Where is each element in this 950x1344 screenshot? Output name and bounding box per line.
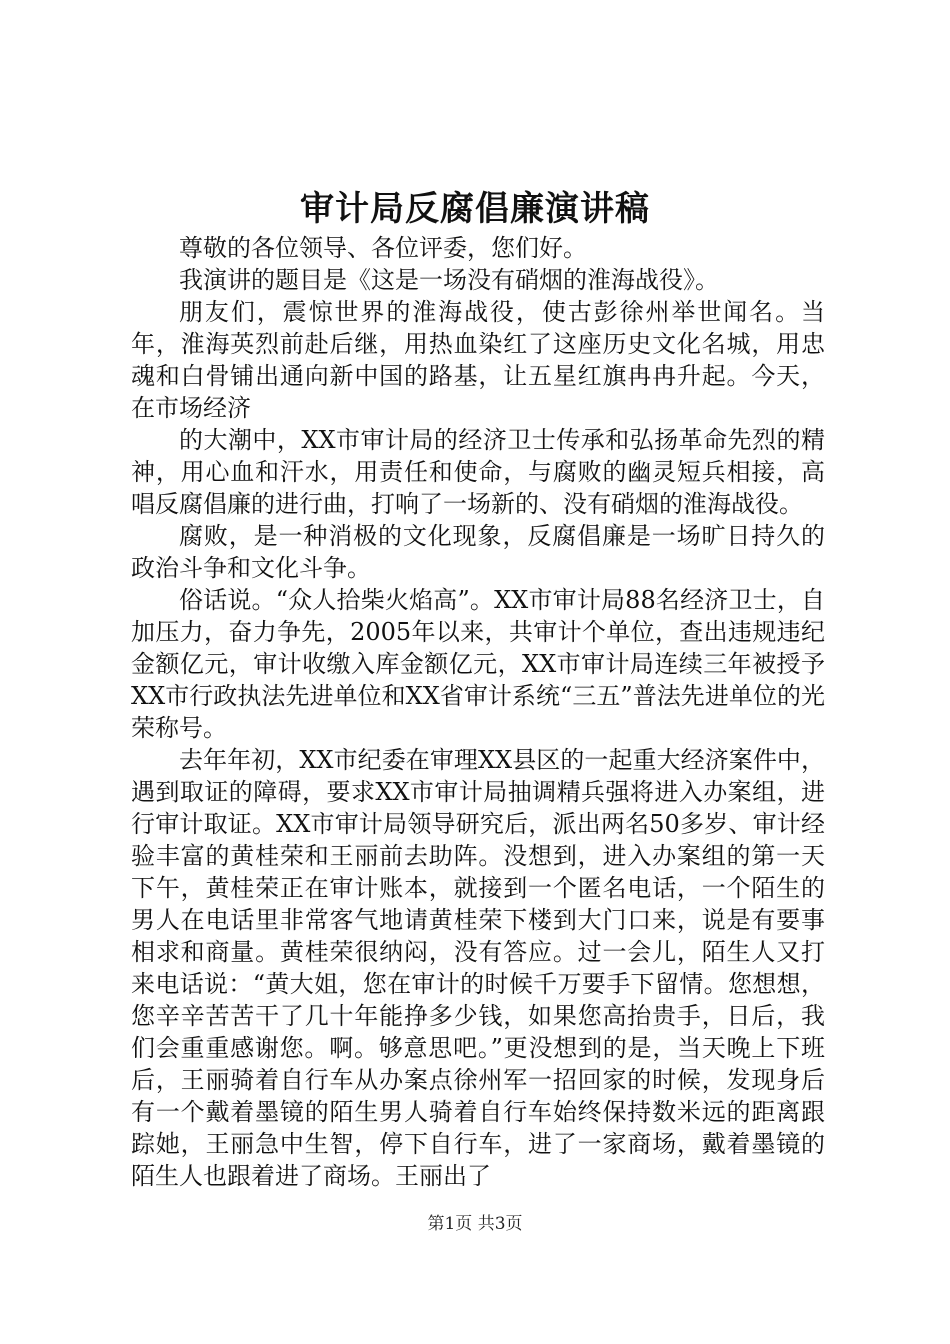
paragraph-intro: 朋友们，震惊世界的淮海战役，使古彭徐州举世闻名。当年，淮海英烈前赴后继，用热血染红了这座历史文化名城，用忠魂和白骨铺出通向新中国的路基，让五星红旗冉冉升起。今天，在市场经济: [131, 298, 825, 422]
page-footer: 第1页 共3页: [427, 1214, 523, 1234]
document-body: [131, 232, 825, 1192]
paragraph-corruption: 腐败，是一种消极的文化现象，反腐倡廉是一场旷日持久的政治斗争和文化斗争。: [131, 522, 825, 582]
paragraph-achievements: 俗话说。“众人拾柴火焰高”。XX市审计局88名经济卫士，自加压力，奋力争先，2005年以来，共审计个单位，查出违规违纪金额亿元，审计收缴入库金额亿元，XX市审计局连续三年被授予XX市行政执法先进单位和XX省审计系统“三五”普法先进单位的光荣称号。: [131, 586, 825, 742]
paragraph-story: 去年年初，XX市纪委在审理XX县区的一起重大经济案件中，遇到取证的障碍，要求XX市审计局抽调精兵强将进入办案组，进行审计取证。XX市审计局领导研究后，派出两名50多岁、审计经验丰富的黄桂荣和王丽前去助阵。没想到，进入办案组的第一天下午，黄桂荣正在审计账本，就接到一个匿名电话，一个陌生的男人在电话里非常客气地请黄桂荣下楼到大门口来，说是有要事相求和商量。黄桂荣很纳闷，没有答应。过一会儿，陌生人又打来电话说：“黄大姐，您在审计的时候千万要手下留情。您想想，您辛辛苦苦干了几十年能挣多少钱，如果您高抬贵手，日后，我们会重重感谢您。啊。够意思吧。”更没想到的是，当天晚上下班后，王丽骑着自行车从办案点徐州军一招回家的时候，发现身后有一个戴着墨镜的陌生男人骑着自行车始终保持数米远的距离跟踪她，王丽急中生智，停下自行车，进了一家商场，戴着墨镜的陌生人也跟着进了商场。王丽出了: [131, 746, 825, 1190]
paragraph-greeting: 尊敬的各位领导、各位评委，您们好。: [179, 234, 587, 262]
paragraph-continuation: 的大潮中，XX市审计局的经济卫士传承和弘扬革命先烈的精神，用心血和汗水，用责任和使命，与腐败的幽灵短兵相接，高唱反腐倡廉的进行曲，打响了一场新的、没有硝烟的淮海战役。: [131, 426, 825, 518]
paragraph-topic: 我演讲的题目是《这是一场没有硝烟的淮海战役》。: [179, 266, 719, 294]
document-title: 审计局反腐倡廉演讲稿: [300, 189, 650, 229]
